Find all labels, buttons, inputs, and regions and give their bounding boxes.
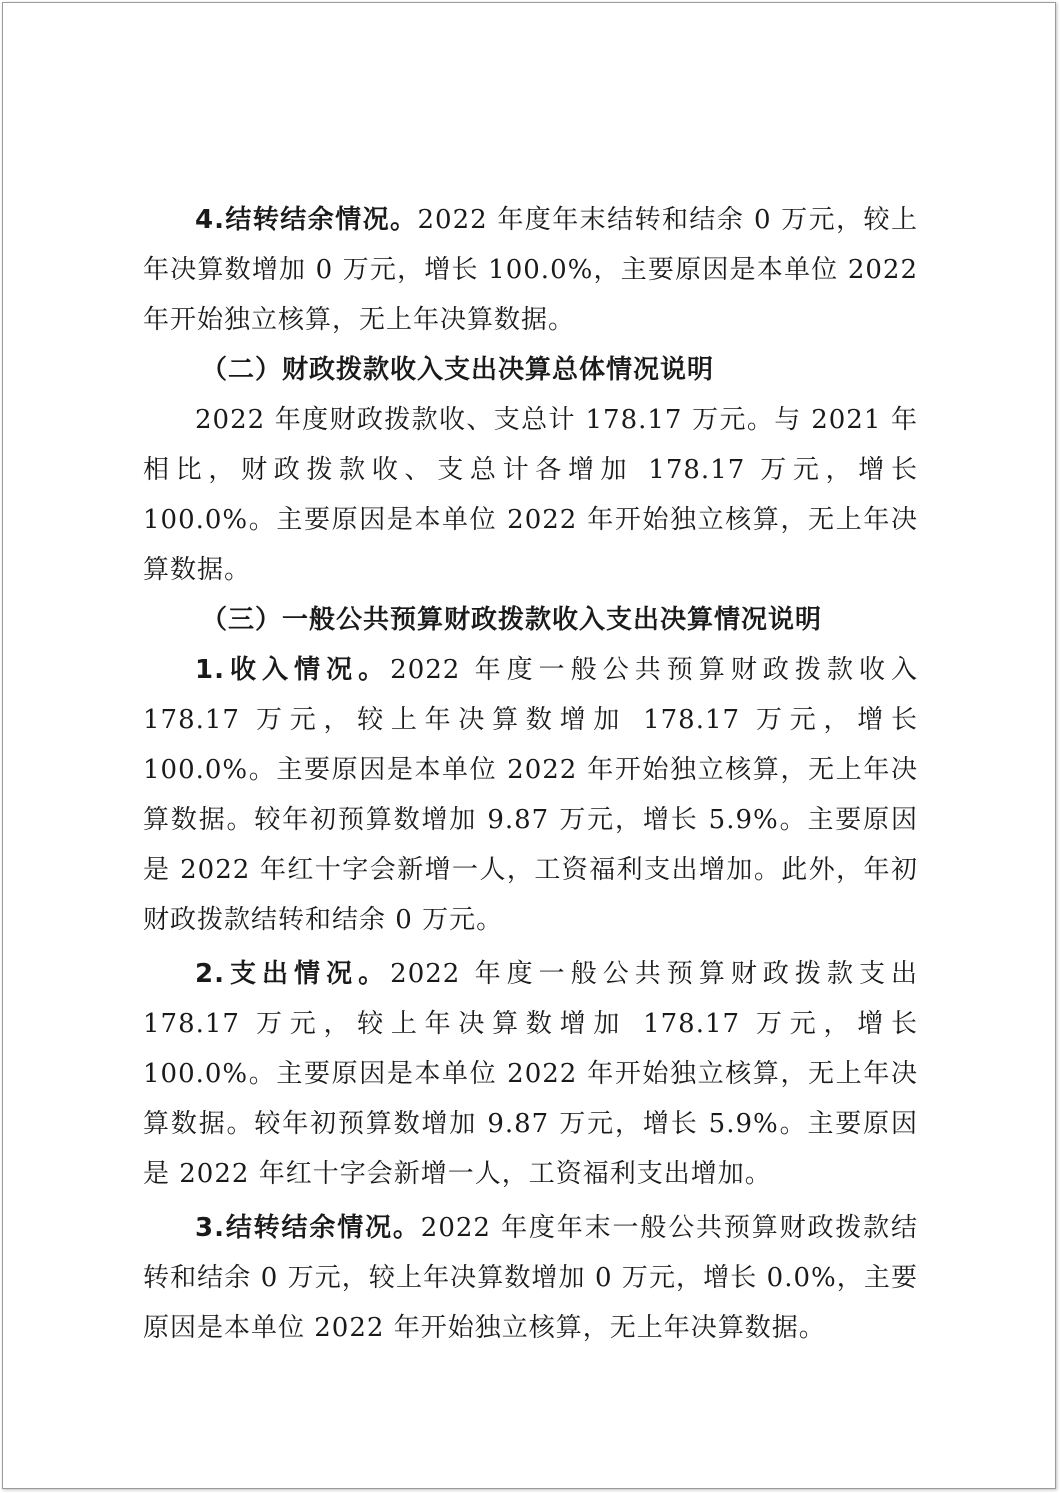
paragraph-text: 2022 年度财政拨款收、支总计 178.17 万元。与 2021 年相比，财政拨款收、支总计各增加 178.17 万元，增长 100.0%。主要原因是本单位 2022 年开始独立核算，无上年决算数据。: [143, 405, 918, 585]
paragraph-text: 2022 年度一般公共预算财政拨款支出 178.17 万元，较上年决算数增加 178.17 万元，增长 100.0%。主要原因是本单位 2022 年开始独立核算，无上年决算数据。较年初预算数增加 9.87 万元，增长 5.9%。主要原因是 2022 年红十字会新增一人，工资福利支出增加。: [143, 959, 919, 1189]
paragraph-text: 2022 年度一般公共预算财政拨款收入 178.17 万元，较上年决算数增加 178.17 万元，增长 100.0%。主要原因是本单位 2022 年开始独立核算，无上年决算数据。较年初预算数增加 9.87 万元，增长 5.9%。主要原因是 2022 年红十字会新增一人，工资福利支出增加。此外，年初财政拨款结转和结余 0 万元。: [143, 655, 919, 935]
section-heading-2: （二）财政拨款收入支出决算总体情况说明: [201, 355, 715, 385]
paragraph-income: [143, 645, 918, 945]
paragraph-general-carryover: [143, 1203, 918, 1353]
document-body: [143, 195, 918, 1353]
paragraph-lead: 1.收入情况。: [195, 655, 391, 685]
paragraph-lead: 4.结转结余情况。: [195, 205, 418, 235]
paragraph-carryover-balance: [143, 195, 918, 345]
paragraph-text: 2022 年度年末一般公共预算财政拨款结转和结余 0 万元，较上年决算数增加 0 万元，增长 0.0%，主要原因是本单位 2022 年开始独立核算，无上年决算数据。: [143, 1213, 919, 1343]
paragraph-expenditure: [143, 949, 918, 1199]
section-heading-3: （三）一般公共预算财政拨款收入支出决算情况说明: [201, 605, 823, 635]
paragraph-lead: 3.结转结余情况。: [195, 1213, 421, 1243]
paragraph-lead: 2.支出情况。: [195, 959, 391, 989]
paragraph-text: 2022 年度年末结转和结余 0 万元，较上年决算数增加 0 万元，增长 100.0%，主要原因是本单位 2022 年开始独立核算，无上年决算数据。: [143, 205, 918, 335]
paragraph-fiscal-total: [143, 395, 918, 595]
